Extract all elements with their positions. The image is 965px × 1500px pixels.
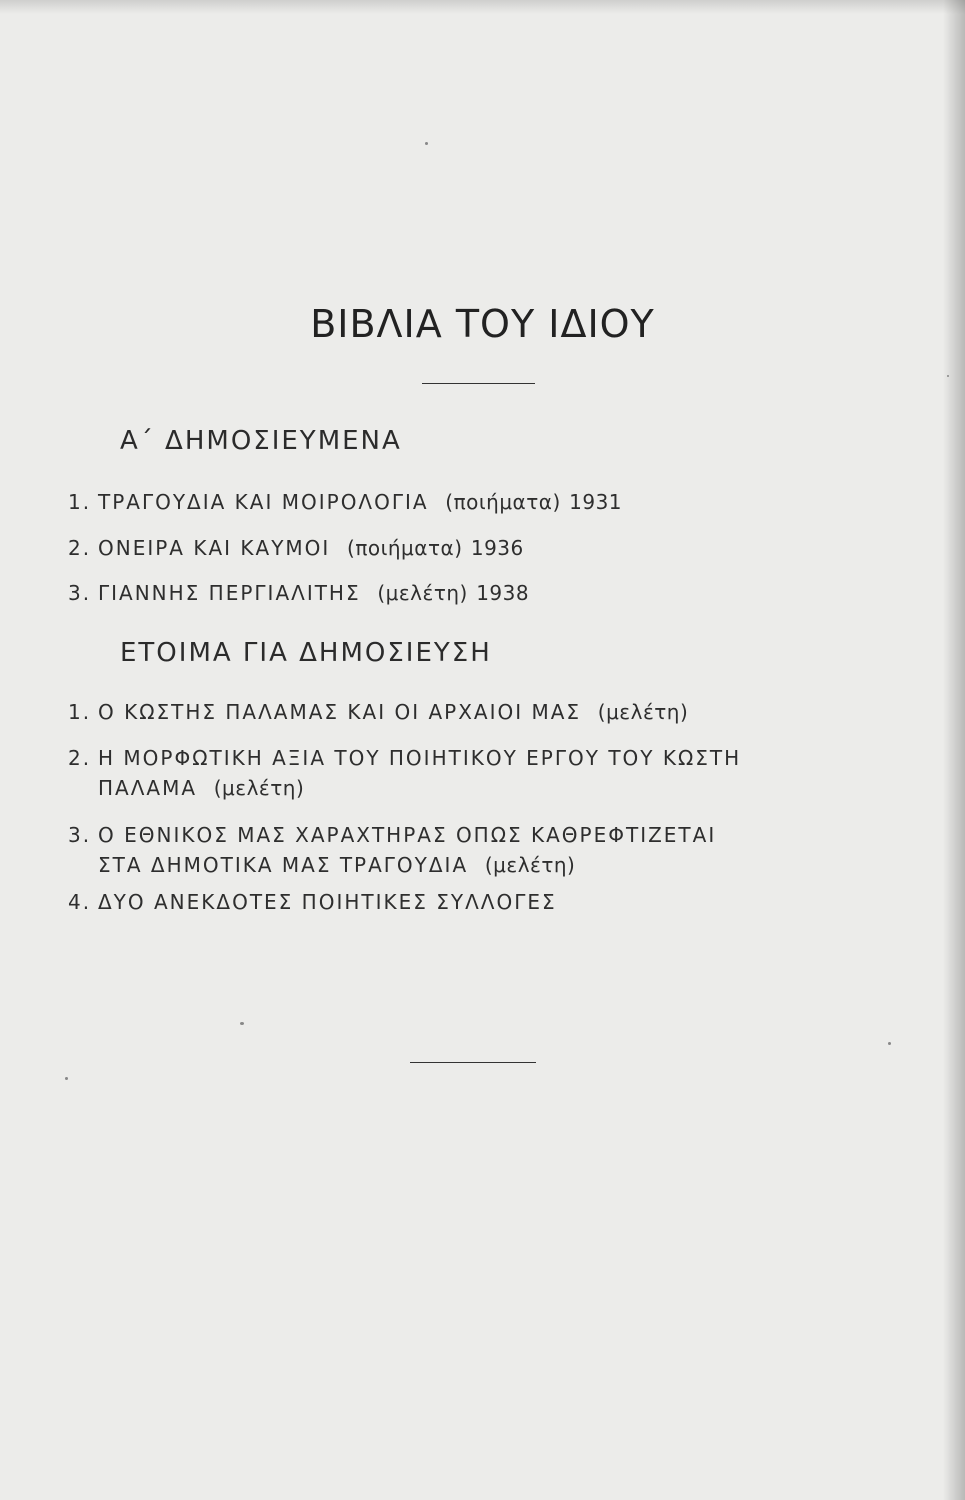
- item-note: (ποιήματα): [347, 536, 463, 560]
- item-number: 3.: [68, 823, 92, 847]
- ready-item: [68, 697, 688, 727]
- item-number: 1.: [68, 490, 92, 514]
- page-top-shadow: [0, 0, 965, 14]
- title-divider: [422, 383, 535, 384]
- item-note: (μελέτη): [484, 853, 576, 877]
- item-number: 2.: [68, 536, 92, 560]
- item-title: Ο ΚΩΣΤΗΣ ΠΑΛΑΜΑΣ ΚΑΙ ΟΙ ΑΡΧΑΙΟΙ ΜΑΣ: [98, 700, 582, 724]
- item-number: 1.: [68, 700, 92, 724]
- page-title: ΒΙΒΛΙΑ ΤΟΥ ΙΔΙΟΥ: [310, 302, 655, 346]
- item-title: ΔΥΟ ΑΝΕΚΔΟΤΕΣ ΠΟΙΗΤΙΚΕΣ ΣΥΛΛΟΓΕΣ: [98, 890, 557, 914]
- item-continuation: [68, 773, 741, 803]
- item-title: Ο ΕΘΝΙΚΟΣ ΜΑΣ ΧΑΡΑΧΤΗΡΑΣ ΟΠΩΣ ΚΑΘΡΕΦΤΙΖΕΤΑΙ: [98, 823, 717, 847]
- end-divider: [410, 1062, 536, 1063]
- item-title: Η ΜΟΡΦΩΤΙΚΗ ΑΞΙΑ ΤΟΥ ΠΟΙΗΤΙΚΟΥ ΕΡΓΟΥ ΤΟΥ ΚΩΣΤΗ: [98, 746, 742, 770]
- published-item: [68, 578, 529, 608]
- item-number: 3.: [68, 581, 92, 605]
- item-year: 1936: [470, 536, 524, 560]
- item-title: ΟΝΕΙΡΑ ΚΑΙ ΚΑΥΜΟΙ: [98, 536, 331, 560]
- paper-speck: [947, 375, 949, 377]
- item-title-cont: ΣΤΑ ΔΗΜΟΤΙΚΑ ΜΑΣ ΤΡΑΓΟΥΔΙΑ: [98, 853, 469, 877]
- paper-speck: [425, 142, 428, 145]
- ready-item: [68, 820, 716, 880]
- item-year: 1938: [476, 581, 530, 605]
- item-continuation: [68, 850, 716, 880]
- ready-item: [68, 887, 557, 917]
- item-number: 2.: [68, 746, 92, 770]
- ready-heading: ΕΤΟΙΜΑ ΓΙΑ ΔΗΜΟΣΙΕΥΣΗ: [120, 638, 492, 668]
- item-title: ΤΡΑΓΟΥΔΙΑ ΚΑΙ ΜΟΙΡΟΛΟΓΙΑ: [98, 490, 429, 514]
- item-note: (μελέτη): [213, 776, 305, 800]
- published-heading: Α΄ ΔΗΜΟΣΙΕΥΜΕΝΑ: [120, 426, 402, 456]
- published-item: [68, 533, 524, 563]
- ready-item: [68, 743, 741, 803]
- paper-speck: [888, 1042, 891, 1045]
- item-year: 1931: [569, 490, 623, 514]
- paper-speck: [65, 1077, 68, 1080]
- published-item: [68, 487, 622, 517]
- item-title: ΓΙΑΝΝΗΣ ΠΕΡΓΙΑΛΙΤΗΣ: [98, 581, 361, 605]
- paper-speck: [240, 1022, 244, 1025]
- item-note: (ποιήματα): [445, 490, 561, 514]
- item-note: (μελέτη): [597, 700, 689, 724]
- page-spine-shadow: [943, 0, 965, 1500]
- item-title-cont: ΠΑΛΑΜΑ: [98, 776, 198, 800]
- item-note: (μελέτη): [377, 581, 468, 605]
- item-number: 4.: [68, 890, 92, 914]
